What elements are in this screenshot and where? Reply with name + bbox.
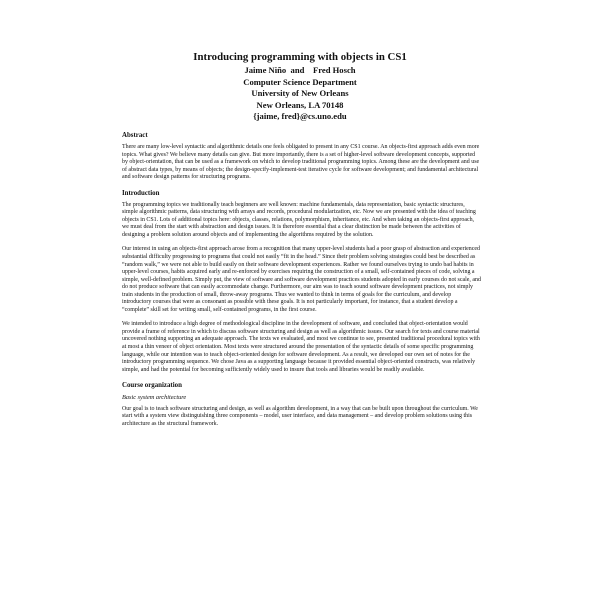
- paper-email: {jaime, fred}@cs.uno.edu: [253, 111, 347, 121]
- paper-header: [100, 50, 500, 123]
- paper-location: New Orleans, LA 70148: [256, 99, 344, 110]
- basic-architecture-subheading: Basic system architecture: [122, 394, 187, 402]
- introduction-paragraph-3: We intended to introduce a high degree of methodological discipline in the development of software, and concluded that object-orientation would provide a frame of reference in which to discuss software structuring and design as well as algorithmic issues. Our search for texts and course material uncovered nothing supporting an adequate approach. The texts we evaluated, and most we continue to see, presented traditional procedural topics with at most a thin veneer of object orientation. Most texts were structured around the presentation of the syntactic details of some specific programming language, while our intention was to teach object-oriented design for software development. As a result, we developed our own set of notes for the introductory programming sequence. We chose Java as a supporting language because it provided essential object-oriented constructs, was relatively simple, and had the potential for becoming sufficiently widely used to insure that tools and libraries would be readily available.: [122, 321, 480, 373]
- abstract-paragraph: There are many low-level syntactic and algorithmic details one feels obligated to present in any CS1 course. An objects-first approach adds even more topics. What gives? We believe many details can give. But more importantly, there is a set of higher-level software development concepts, supported by object-orientation, that can be used as a framework on which to develop traditional programming topics. Among these are the development and use of abstract data types, by means of objects; the design-specify-implement-test iterative cycle for software development; and fundamental architectural and software design patterns for structuring programs.: [122, 144, 480, 181]
- paper-body: [122, 131, 482, 435]
- abstract-heading: Abstract: [122, 132, 148, 139]
- paper-title: Introducing programming with objects in CS1: [193, 51, 407, 63]
- introduction-paragraph-2: Our interest in using an objects-first approach arose from a recognition that many upper-level students had a poor grasp of abstraction and experienced substantial difficulty progressing to programs that could not easily “fit in the head.” Since their problem solving strategies could best be described as “random walk,” we were not able to build easily on their software development experiences. Rather we found ourselves trying to undo bad habits in upper-level courses, habits acquired early and re-enforced by exercises requiring the construction of a small, self-contained pieces of code, solving a simple, well-defined problem. Simply put, the view of software and software development practices students adopted in early courses do not scale, and do not produce software that can easily accommodate change. Furthermore, our aim was to teach sound software development practices, not simply train students in the production of small, throw-away programs. Thus we wanted to think in terms of goals for the curriculum, and develop introductory courses that were as consonant as possible with these goals. It is not particularly important, for instance, that a student develop a “complete” skill set for writing small, self-contained programs, in the first course.: [122, 246, 481, 313]
- introduction-paragraph-1: The programming topics we traditionally teach beginners are well known: machine fundamentals, data representation, basic syntactic structures, simple algorithmic patterns, data structuring with arrays and records, procedural modularization, etc. Now we are presented with the idea of teaching objects in CS1. Lots of additional topics here: objects, classes, relations, polymorphism, inheritance, etc. And when taking an objects-first approach, we must deal from the start with abstraction and design issues. It is therefore essential that a clear distinction be made between the activities of designing a problem solution around objects and of implementing the algorithms required by the solution.: [122, 201, 476, 238]
- paper-authors: Jaime Niño and Fred Hosch: [244, 65, 356, 75]
- paper-university: University of New Orleans: [251, 88, 349, 98]
- course-organization-heading: Course organization: [122, 382, 182, 390]
- introduction-heading: Introduction: [122, 189, 160, 197]
- paper-department: Computer Science Department: [243, 76, 357, 87]
- basic-architecture-paragraph: Our goal is to teach software structuring and design, as well as algorithm development, in a way that can be built upon throughout the curriculum. We start with a system view distinguishing three components – model, user interface, and data management – and develop problem solutions using this architecture as the structural framework.: [122, 405, 478, 427]
